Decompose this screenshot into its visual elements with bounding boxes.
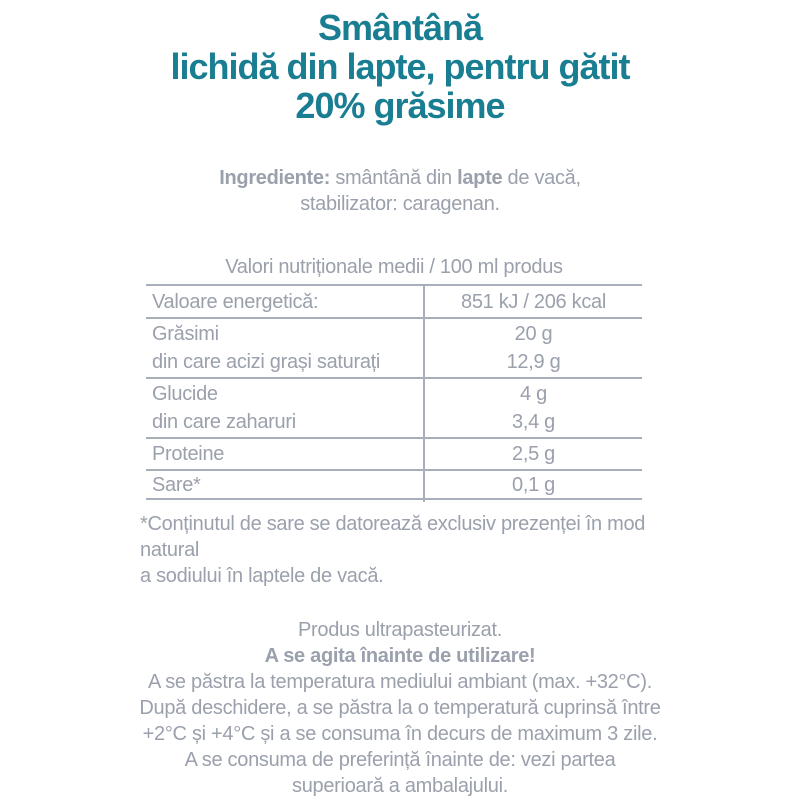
row-label: Grăsimi: [152, 323, 219, 345]
row-value: 20 g: [514, 323, 553, 345]
row-value: 2,5 g: [512, 443, 555, 465]
storage-line-ambient: A se păstra la temperatura mediului ambiant (max. +32°C).: [148, 671, 652, 693]
ingredients-line2: stabilizator: caragenan.: [300, 193, 500, 215]
nutrition-table-title: Valori nutriționale medii / 100 ml produs: [225, 256, 563, 278]
row-label: Proteine: [152, 443, 225, 465]
row-sublabel: din care acizi grași saturați: [152, 351, 381, 373]
table-row-fat: [146, 319, 642, 379]
row-sublabel: din care zaharuri: [152, 411, 296, 433]
table-row-carbs: [146, 379, 642, 439]
row-value: 0,1 g: [512, 473, 555, 496]
table-row-protein: [146, 439, 642, 471]
product-title-line1: Smântână: [317, 7, 483, 48]
table-row-energy: [146, 286, 642, 319]
row-label: Glucide: [152, 383, 218, 405]
storage-line-after-opening-2: +2°C și +4°C și a se consuma în decurs de maximum 3 zile.: [142, 723, 658, 745]
storage-line-after-opening-1: După deschidere, a se păstra la o temperatură cuprinsă între: [139, 697, 661, 719]
ingredients-bold-word: lapte: [457, 167, 503, 189]
salt-footnote: [140, 511, 670, 589]
product-title-line3: 20% grăsime: [295, 85, 505, 126]
ingredients-text-1: smântână din: [330, 167, 458, 189]
table-row-salt: [146, 471, 642, 500]
row-value: 851 kJ / 206 kcal: [461, 290, 606, 313]
product-title: [0, 8, 800, 125]
storage-line-shake: A se agita înainte de utilizare!: [264, 645, 536, 667]
storage-line-best-before-2: superioară a ambalajului.: [292, 775, 508, 797]
nutrition-table: [146, 284, 642, 502]
storage-line-best-before-1: A se consuma de preferință înainte de: vezi partea: [184, 749, 616, 771]
row-label: Sare*: [152, 473, 201, 496]
salt-footnote-line1: *Conținutul de sare se datorează exclusiv prezenței în mod natural: [140, 513, 646, 561]
row-label: Valoare energetică:: [152, 290, 319, 313]
product-title-line2: lichidă din lapte, pentru gătit: [170, 46, 630, 87]
row-subvalue: 12,9 g: [506, 351, 561, 373]
storage-line-pasteurized: Produs ultrapasteurizat.: [297, 619, 503, 641]
ingredients-label: Ingrediente:: [219, 167, 331, 189]
storage-instructions: [0, 617, 800, 799]
ingredients-section: [0, 165, 800, 217]
ingredients-line1: [0, 165, 800, 191]
row-subvalue: 3,4 g: [512, 411, 555, 433]
row-value: 4 g: [520, 383, 547, 405]
ingredients-text-2: de vacă,: [502, 167, 581, 189]
salt-footnote-line2: a sodiului în laptele de vacă.: [140, 565, 384, 587]
